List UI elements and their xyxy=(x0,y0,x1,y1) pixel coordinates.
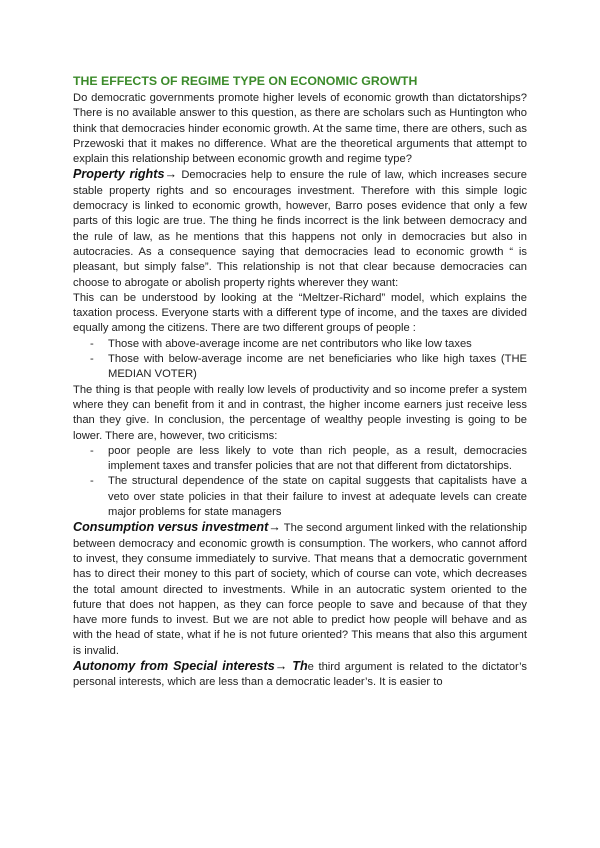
property-rights-text: Democracies help to ensure the rule of law, which increases secure stable property rights and so encourages investment. Therefore with this simple logic democracy is linked to economic growth, however, Barro poses evidence that only a few parts of this logic are true. The thing he finds incorrect is the link between democracy and the rule of law, as he mentions that this happens not only in democracies but also in autocracies. As a consequence saying that democracies lead to economic growth “ is pleasant, but simply false”. This relationship is not that clear because democracies can choose to abrogate or abolish property rights wherever they want: xyxy=(73,169,527,289)
meltzer-richard-paragraph: This can be understood by looking at the “Meltzer-Richard” model, which explains the taxation process. Everyone starts with a different type of income, and the taxes are divided equally among the citizens. There are two different groups of people : xyxy=(73,291,527,335)
consumption-heading: Consumption versus investment→ xyxy=(73,520,281,535)
document-body xyxy=(73,72,527,691)
dash-bullet: - xyxy=(90,444,94,457)
autonomy-paragraph xyxy=(73,659,527,691)
autonomy-heading: Autonomy from Special interests→ Th xyxy=(73,658,308,673)
list-item: - Those with below-average income are net beneficiaries who like high taxes (THE MEDIAN VOTER) xyxy=(90,353,527,381)
dash-bullet: - xyxy=(90,475,94,488)
arrow-right-icon: → xyxy=(268,520,281,535)
criticisms-list xyxy=(73,444,527,520)
autonomy-text: e third argument is related to the dictator’s personal interests, which are less than a democratic leader’s. It is easier to xyxy=(73,660,528,689)
consumption-text: The second argument linked with the relationship between democracy and economic growth is consumption. The workers, who cannot afford to invest, they consume immediately to survive. That means that a democratic government has to direct their money to this part of society, which of course can vote, which decreases the total amount directed to investments. While in an autocratic system oriented to the future that does not happen, as they can force people to save and because of that they have more funds to invest. But we are not able to predict how people will behave and as with the head of state, what if he is not future oriented? This means that also this argument is invalid. xyxy=(73,522,527,657)
arrow-right-icon: → xyxy=(164,167,178,182)
arrow-right-icon: → xyxy=(274,658,288,673)
list-item: - Those with above-average income are net contributors who like low taxes xyxy=(108,337,527,352)
intro-paragraph: Do democratic governments promote higher levels of economic growth than dictatorships? There is no available answer to this question, as there are scholars such as Huntington who think that democracies hinder economic growth. At the same time, there are others, such as Przewoski that it makes no difference. What are the theoretical arguments that attempt to explain this relationship between economic growth and regime type? xyxy=(73,92,527,166)
property-rights-paragraph xyxy=(73,167,527,290)
list-item: - poor people are less likely to vote than rich people, as a result, democracies implement taxes and transfer policies that are not that different from dictatorships. xyxy=(90,444,527,473)
income-groups-list xyxy=(73,337,527,383)
property-rights-heading: Property rights→ xyxy=(73,167,178,182)
consumption-paragraph xyxy=(73,520,527,659)
productivity-paragraph: The thing is that people with really low levels of productivity and so income prefer a system where they can benefit from it and in contrast, the higher income earners just receive less than they give. In conclusion, the percentage of wealthy people investing is going to be lower. There are, however, two criticisms: xyxy=(73,383,527,442)
dash-bullet: - xyxy=(90,353,94,366)
list-item: - The structural dependence of the state on capital suggests that capitalists have a veto over state policies in that their failure to invest at adequate levels can create major problems for state managers xyxy=(90,475,527,519)
dash-bullet: - xyxy=(90,337,94,350)
document-title: THE EFFECTS OF REGIME TYPE ON ECONOMIC GROWTH xyxy=(73,74,418,88)
